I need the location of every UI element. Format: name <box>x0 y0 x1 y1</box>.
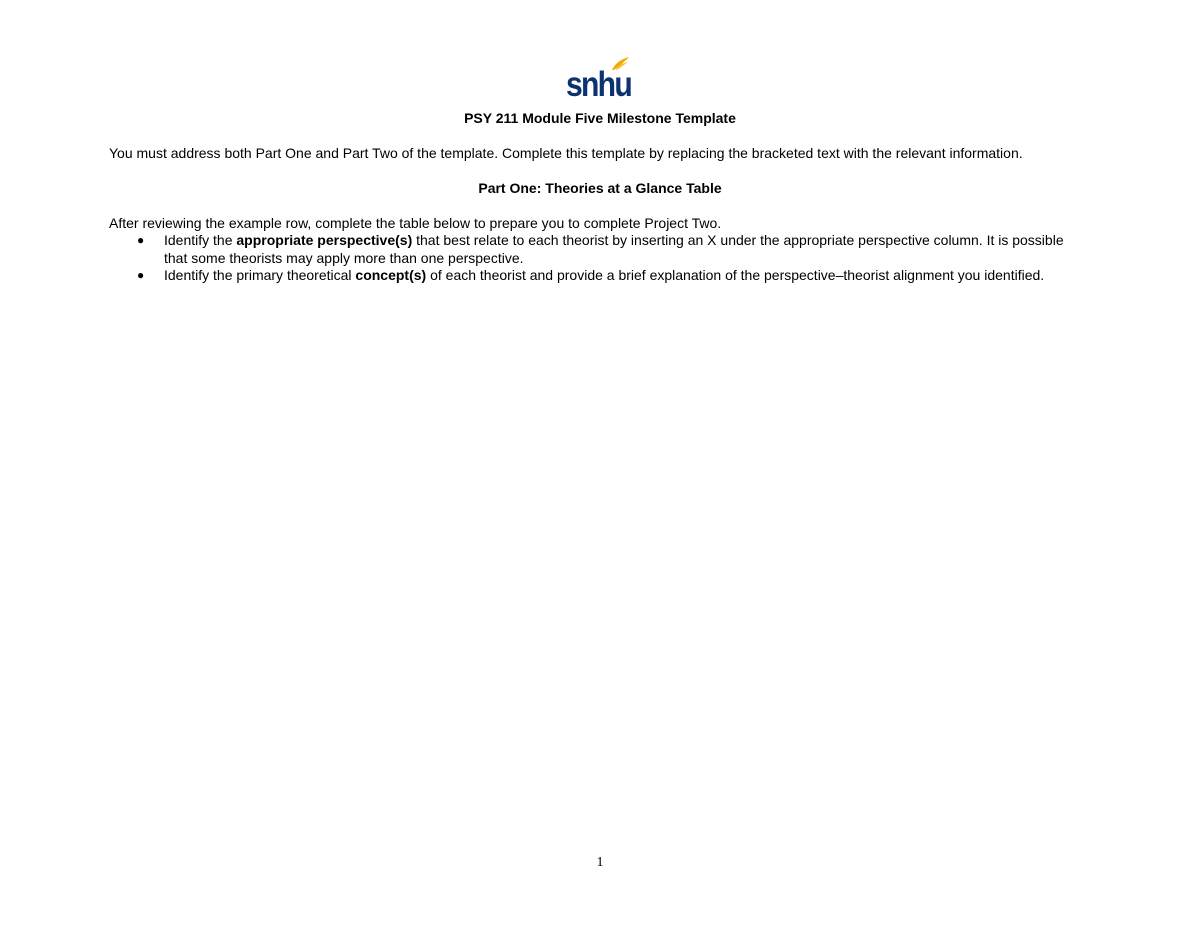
page-number: 1 <box>596 855 604 870</box>
instruction-list <box>109 232 1089 285</box>
bullet-icon: ● <box>137 268 145 282</box>
bullet-text-bold: concept(s) <box>355 267 427 283</box>
document-title: PSY 211 Module Five Milestone Template <box>464 110 736 126</box>
bullet-icon: ● <box>137 233 145 247</box>
review-instruction: After reviewing the example row, complete the table below to prepare you to complete Project Two. <box>109 215 722 231</box>
logo-wordmark: snhu <box>566 65 632 104</box>
list-item <box>109 267 1089 285</box>
bullet-text-post: of each theorist and provide a brief explanation of the perspective–theorist alignment you identified. <box>426 267 1045 283</box>
list-item <box>109 232 1089 267</box>
bullet-text-pre: Identify the <box>164 232 237 248</box>
intro-paragraph: You must address both Part One and Part Two of the template. Complete this template by replacing the bracketed text with the relevant information. <box>109 145 1023 161</box>
snhu-logo <box>566 56 630 102</box>
part-one-heading: Part One: Theories at a Glance Table <box>478 180 722 196</box>
bullet-text-pre: Identify the primary theoretical <box>164 267 356 283</box>
bullet-text-bold: appropriate perspective(s) <box>236 232 413 248</box>
bullet-text-post: that best relate to each theorist by inserting an X under the appropriate perspective column. It is possible that some theorists may apply more than one perspective. <box>164 232 1064 266</box>
